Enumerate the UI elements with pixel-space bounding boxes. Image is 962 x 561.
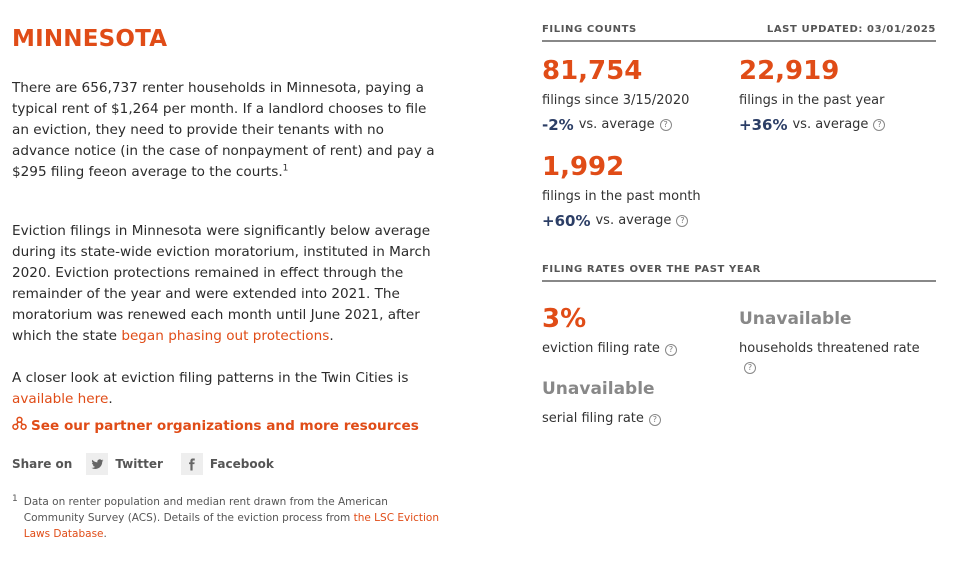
stats-panel (542, 24, 936, 426)
facebook-label: Facebook (209, 457, 274, 471)
twin-cities-text: A closer look at eviction filing patterns in the Twin Cities is (12, 370, 409, 386)
intro-paragraph-rent (12, 78, 442, 183)
stat-comparison (542, 212, 701, 230)
share-bar (12, 453, 292, 475)
stat-pct: +36% (739, 116, 788, 134)
last-updated: LAST UPDATED: 03/01/2025 (766, 24, 936, 35)
filing-counts-grid (542, 42, 936, 242)
twitter-label: Twitter (115, 457, 163, 471)
page-title: MINNESOTA (12, 26, 168, 52)
footnote-ref: 1 (282, 163, 289, 174)
twitter-share-button[interactable] (86, 453, 163, 475)
stat-label-text: households threatened rate (739, 341, 920, 356)
stat-value: Unavailable (739, 309, 852, 329)
stat-value: 3% (542, 304, 587, 334)
intro-paragraph-moratorium (12, 221, 442, 347)
footnote-body: Data on renter population and median rent drawn from the American Community Survey (ACS). Details of the eviction process from (23, 496, 388, 524)
filing-counts-heading: FILING COUNTS (542, 24, 637, 35)
lsc-database-link[interactable]: the LSC Eviction Laws Database (23, 512, 440, 540)
filing-rates-grid (542, 282, 936, 482)
filing-rates-heading: FILING RATES OVER THE PAST YEAR (542, 264, 761, 275)
twitter-icon (86, 453, 108, 475)
moratorium-text: Eviction filings in Minnesota were significantly below average during its state-wide eviction moratorium, instituted in March 2020. Eviction protections remained in effect through the remainder of the year and were extended into 2021. The moratorium was renewed each month until June 2021, after which the state (12, 223, 431, 344)
moratorium-text-end: . (329, 328, 334, 344)
stat-label (739, 340, 936, 376)
twin-cities-text-end: . (108, 391, 113, 407)
filing-counts-header (542, 24, 936, 42)
stat-comparison (739, 116, 885, 134)
stat-pct: -2% (542, 116, 574, 134)
stat-since-2020 (542, 56, 689, 134)
stat-past-year (739, 56, 885, 134)
stat-cmp-label: vs. average (595, 213, 672, 228)
stat-value: 22,919 (739, 56, 840, 86)
twin-cities-link[interactable]: available here (12, 391, 109, 407)
filing-rates-section (542, 264, 936, 482)
footnote-number: 1 (12, 494, 18, 504)
stat-label: filings since 3/15/2020 (542, 93, 690, 108)
stat-eviction-filing-rate (542, 304, 677, 358)
stat-label-text: serial filing rate (542, 411, 644, 426)
help-icon[interactable]: ? (676, 215, 688, 227)
state-summary (12, 26, 442, 540)
stat-comparison (542, 116, 689, 134)
stat-label-text: eviction filing rate (542, 341, 660, 356)
facebook-share-button[interactable] (181, 453, 274, 475)
stat-serial-filing-rate (542, 374, 661, 428)
help-icon[interactable]: ? (744, 362, 756, 374)
footnote-end: . (103, 528, 107, 540)
footnote (12, 494, 452, 542)
stat-label (542, 340, 677, 358)
resources-link[interactable] (12, 416, 419, 435)
partners-icon (12, 416, 27, 435)
footnote-text (24, 494, 452, 542)
intro-rent-text: There are 656,737 renter households in Minnesota, paying a typical rent of $1,264 per month. If a landlord chooses to file an eviction, they need to provide their tenants with no advance notice (in the case of nonpayment of rent) and pay a $295 filing feeon average to the courts. (12, 80, 435, 180)
stat-value: 1,992 (542, 152, 625, 182)
stat-households-threatened (739, 304, 936, 376)
resources-label: See our partner organizations and more resources (31, 417, 419, 434)
stat-value: Unavailable (542, 379, 655, 399)
help-icon[interactable]: ? (665, 344, 677, 356)
stat-pct: +60% (542, 212, 591, 230)
stat-cmp-label: vs. average (578, 117, 655, 132)
help-icon[interactable]: ? (873, 119, 885, 131)
stat-cmp-label: vs. average (792, 117, 869, 132)
help-icon[interactable]: ? (660, 119, 672, 131)
facebook-icon (181, 453, 203, 475)
intro-paragraph-twin-cities (12, 368, 442, 410)
stat-label: filings in the past year (739, 93, 885, 108)
stat-past-month (542, 152, 701, 230)
stat-value: 81,754 (542, 56, 643, 86)
share-label: Share on (12, 457, 73, 471)
stat-label (542, 410, 661, 428)
stat-label: filings in the past month (542, 189, 701, 204)
filing-rates-header (542, 264, 936, 282)
phasing-out-link[interactable]: began phasing out protections (121, 328, 330, 344)
help-icon[interactable]: ? (649, 414, 661, 426)
